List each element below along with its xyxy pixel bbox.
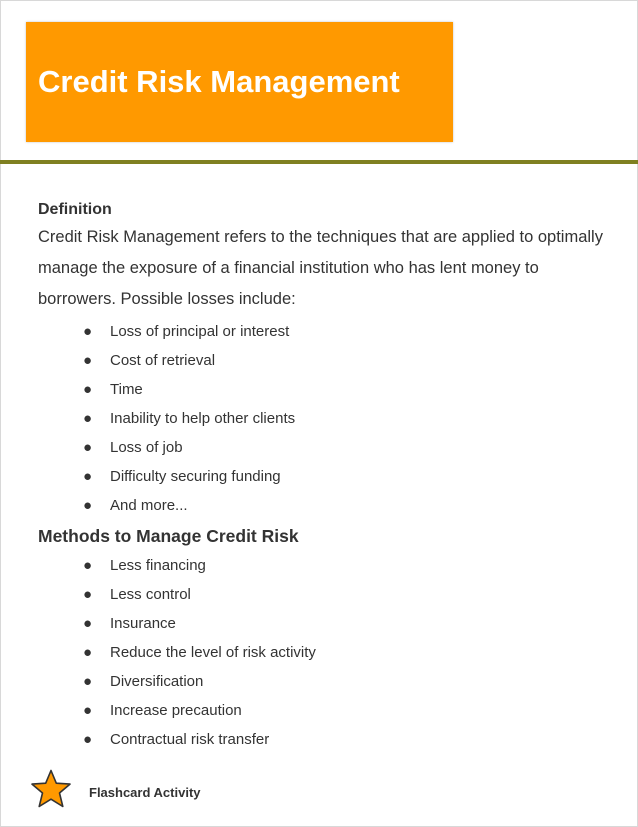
list-item-text: Cost of retrieval: [110, 352, 216, 369]
bullet-icon: ●: [83, 381, 93, 398]
section-divider: [0, 160, 638, 164]
list-item: [38, 346, 608, 375]
list-item: [38, 580, 608, 609]
bullet-icon: ●: [83, 673, 93, 690]
list-item: [38, 725, 608, 754]
list-item-text: Loss of job: [110, 439, 183, 456]
list-item: [38, 667, 608, 696]
bullet-icon: ●: [83, 468, 93, 485]
footer: [30, 769, 330, 817]
bullet-icon: ●: [83, 644, 93, 661]
bullet-icon: ●: [83, 702, 93, 719]
bullet-icon: ●: [83, 497, 93, 514]
bullet-icon: ●: [83, 586, 93, 603]
list-item: [38, 696, 608, 725]
star-icon: [30, 769, 72, 809]
list-item: [38, 551, 608, 580]
list-item-text: Reduce the level of risk activity: [110, 644, 316, 661]
list-item: [38, 462, 608, 491]
bullet-icon: ●: [83, 323, 93, 340]
list-item-text: Loss of principal or interest: [110, 323, 290, 340]
list-item-text: Less financing: [110, 557, 206, 574]
bullet-icon: ●: [83, 557, 93, 574]
list-item: [38, 404, 608, 433]
title-banner: [26, 22, 453, 142]
bullet-icon: ●: [83, 615, 93, 632]
bullet-icon: ●: [83, 410, 93, 427]
definition-paragraph: Credit Risk Management refers to the techniques that are applied to optimally manage the exposure of a financial institution who has lent money to borrowers. Possible losses include:: [38, 228, 603, 308]
list-item: [38, 433, 608, 462]
list-item: [38, 317, 608, 346]
list-item-text: Increase precaution: [110, 702, 242, 719]
list-item-text: Insurance: [110, 615, 176, 632]
list-item-text: Time: [110, 381, 143, 398]
list-item-text: Less control: [110, 586, 191, 603]
methods-list: [38, 551, 608, 754]
list-item: [38, 491, 608, 520]
flashcard-activity-label: Flashcard Activity: [89, 785, 201, 800]
list-item-text: Contractual risk transfer: [110, 731, 270, 748]
list-item: [38, 609, 608, 638]
list-item-text: Diversification: [110, 673, 204, 690]
list-item-text: Difficulty securing funding: [110, 468, 281, 485]
list-item-text: Inability to help other clients: [110, 410, 296, 427]
main-content: [38, 200, 608, 754]
bullet-icon: ●: [83, 352, 93, 369]
list-item: [38, 375, 608, 404]
losses-list: [38, 317, 608, 520]
definition-heading: Definition: [38, 201, 112, 218]
bullet-icon: ●: [83, 439, 93, 456]
list-item: [38, 638, 608, 667]
list-item-text: And more...: [110, 497, 188, 514]
page-title: Credit Risk Management: [38, 64, 400, 99]
methods-heading: Methods to Manage Credit Risk: [38, 526, 299, 546]
bullet-icon: ●: [83, 731, 93, 748]
